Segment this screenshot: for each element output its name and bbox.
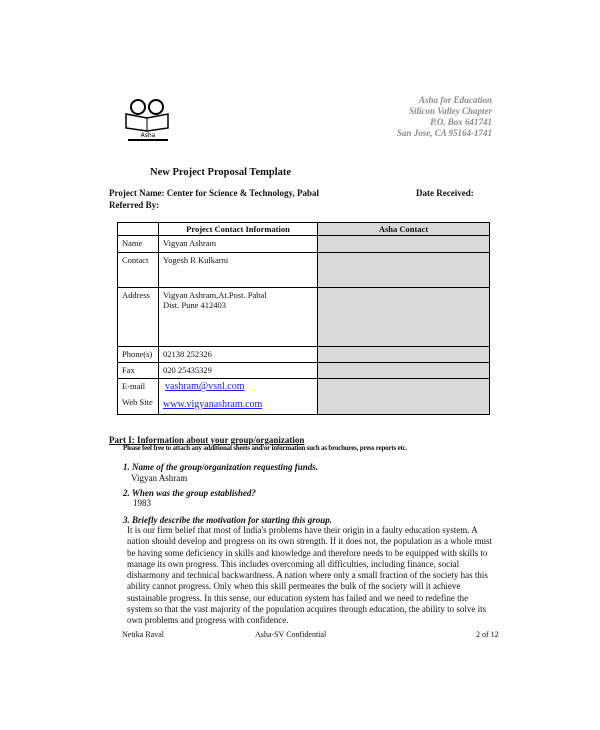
asha-cell xyxy=(318,288,490,347)
address-line-1: Vigyan Ashram,At.Post. Pabal xyxy=(163,290,267,300)
referred-by: Referred By: xyxy=(109,200,160,210)
footer-author: Netika Raval xyxy=(122,630,164,639)
asha-cell xyxy=(318,379,490,415)
address-line: San Jose, CA 95164-1741 xyxy=(396,128,492,138)
email-label: E-mail xyxy=(122,381,146,391)
asha-contact-header: Asha Contact xyxy=(318,223,490,236)
address-line: Asha for Education xyxy=(418,95,492,105)
svg-text:Asha: Asha xyxy=(140,132,156,139)
project-name: Project Name: Center for Science & Technology, Pabal xyxy=(109,188,319,198)
answer-1: Vigyan Ashram xyxy=(131,473,188,483)
row-label: Contact xyxy=(118,253,159,288)
asha-logo xyxy=(124,98,172,142)
row-value xyxy=(159,379,318,415)
row-value xyxy=(159,288,318,347)
document-title: New Project Proposal Template xyxy=(150,167,292,178)
question-2: 2. When was the group established? xyxy=(123,488,256,498)
row-value: 020 25435329 xyxy=(159,363,318,379)
asha-cell xyxy=(318,347,490,363)
asha-cell xyxy=(318,363,490,379)
chapter-address xyxy=(397,95,492,139)
row-value: Yogesh R Kulkarni xyxy=(159,253,318,288)
row-label: Phone(s) xyxy=(118,347,159,363)
question-1: 1. Name of the group/organization requesting funds. xyxy=(123,462,319,472)
part1-heading: Part I: Information about your group/organization xyxy=(109,435,305,445)
website-label: Web Site xyxy=(122,397,153,407)
asha-cell xyxy=(318,236,490,253)
address-line-2: Dist. Pune 412403 xyxy=(163,300,227,310)
row-value: 02138 252326 xyxy=(159,347,318,363)
answer-3: It is our firm belief that most of India's problems have their origin in a faulty education system. A nation should develop and progress on its own strength. If it does not, the population as a whole must be having some deficiency in skills and knowledge and therefore needs to be equipped with skills to manage its own progress. This includes overcoming all difficulties, including finance, social disharmony and technical backwardness. A nation where only a small fraction of the society has this ability cannot progress. Only when this skill permeates the bulk of the society will it achieve sustainable progress. In this sense, our education system has failed and we need to redefine the system so that the vast majority of the population acquires through education, the ability to solve its own problems and progress with confidence. xyxy=(127,525,492,626)
asha-cell xyxy=(318,253,490,288)
part1-note: Please feel free to attach any additional sheets and/or information such as brochures, press reports etc. xyxy=(123,444,408,452)
contact-table xyxy=(117,222,490,415)
website-link[interactable]: www.vigyanashram.com xyxy=(163,399,263,410)
footer-page-number: 2 of 12 xyxy=(476,630,499,639)
footer-confidential: Asha-SV Confidential xyxy=(255,630,327,639)
address-line: Silicon Valley Chapter xyxy=(408,106,492,116)
question-3: 3. Briefly describe the motivation for starting this group. xyxy=(123,515,333,525)
project-contact-header: Project Contact Information xyxy=(159,223,318,236)
row-label: Fax xyxy=(118,363,159,379)
row-value: Vigyan Ashram xyxy=(159,236,318,253)
email-link[interactable]: vashram@vsnl.com xyxy=(165,381,245,392)
blank-header xyxy=(118,223,159,236)
row-label: Address xyxy=(118,288,159,347)
row-label: Name xyxy=(118,236,159,253)
date-received: Date Received: xyxy=(416,188,474,198)
row-label xyxy=(118,379,159,415)
address-line: P.O. Box 641741 xyxy=(430,117,492,127)
answer-2: 1983 xyxy=(133,498,151,508)
